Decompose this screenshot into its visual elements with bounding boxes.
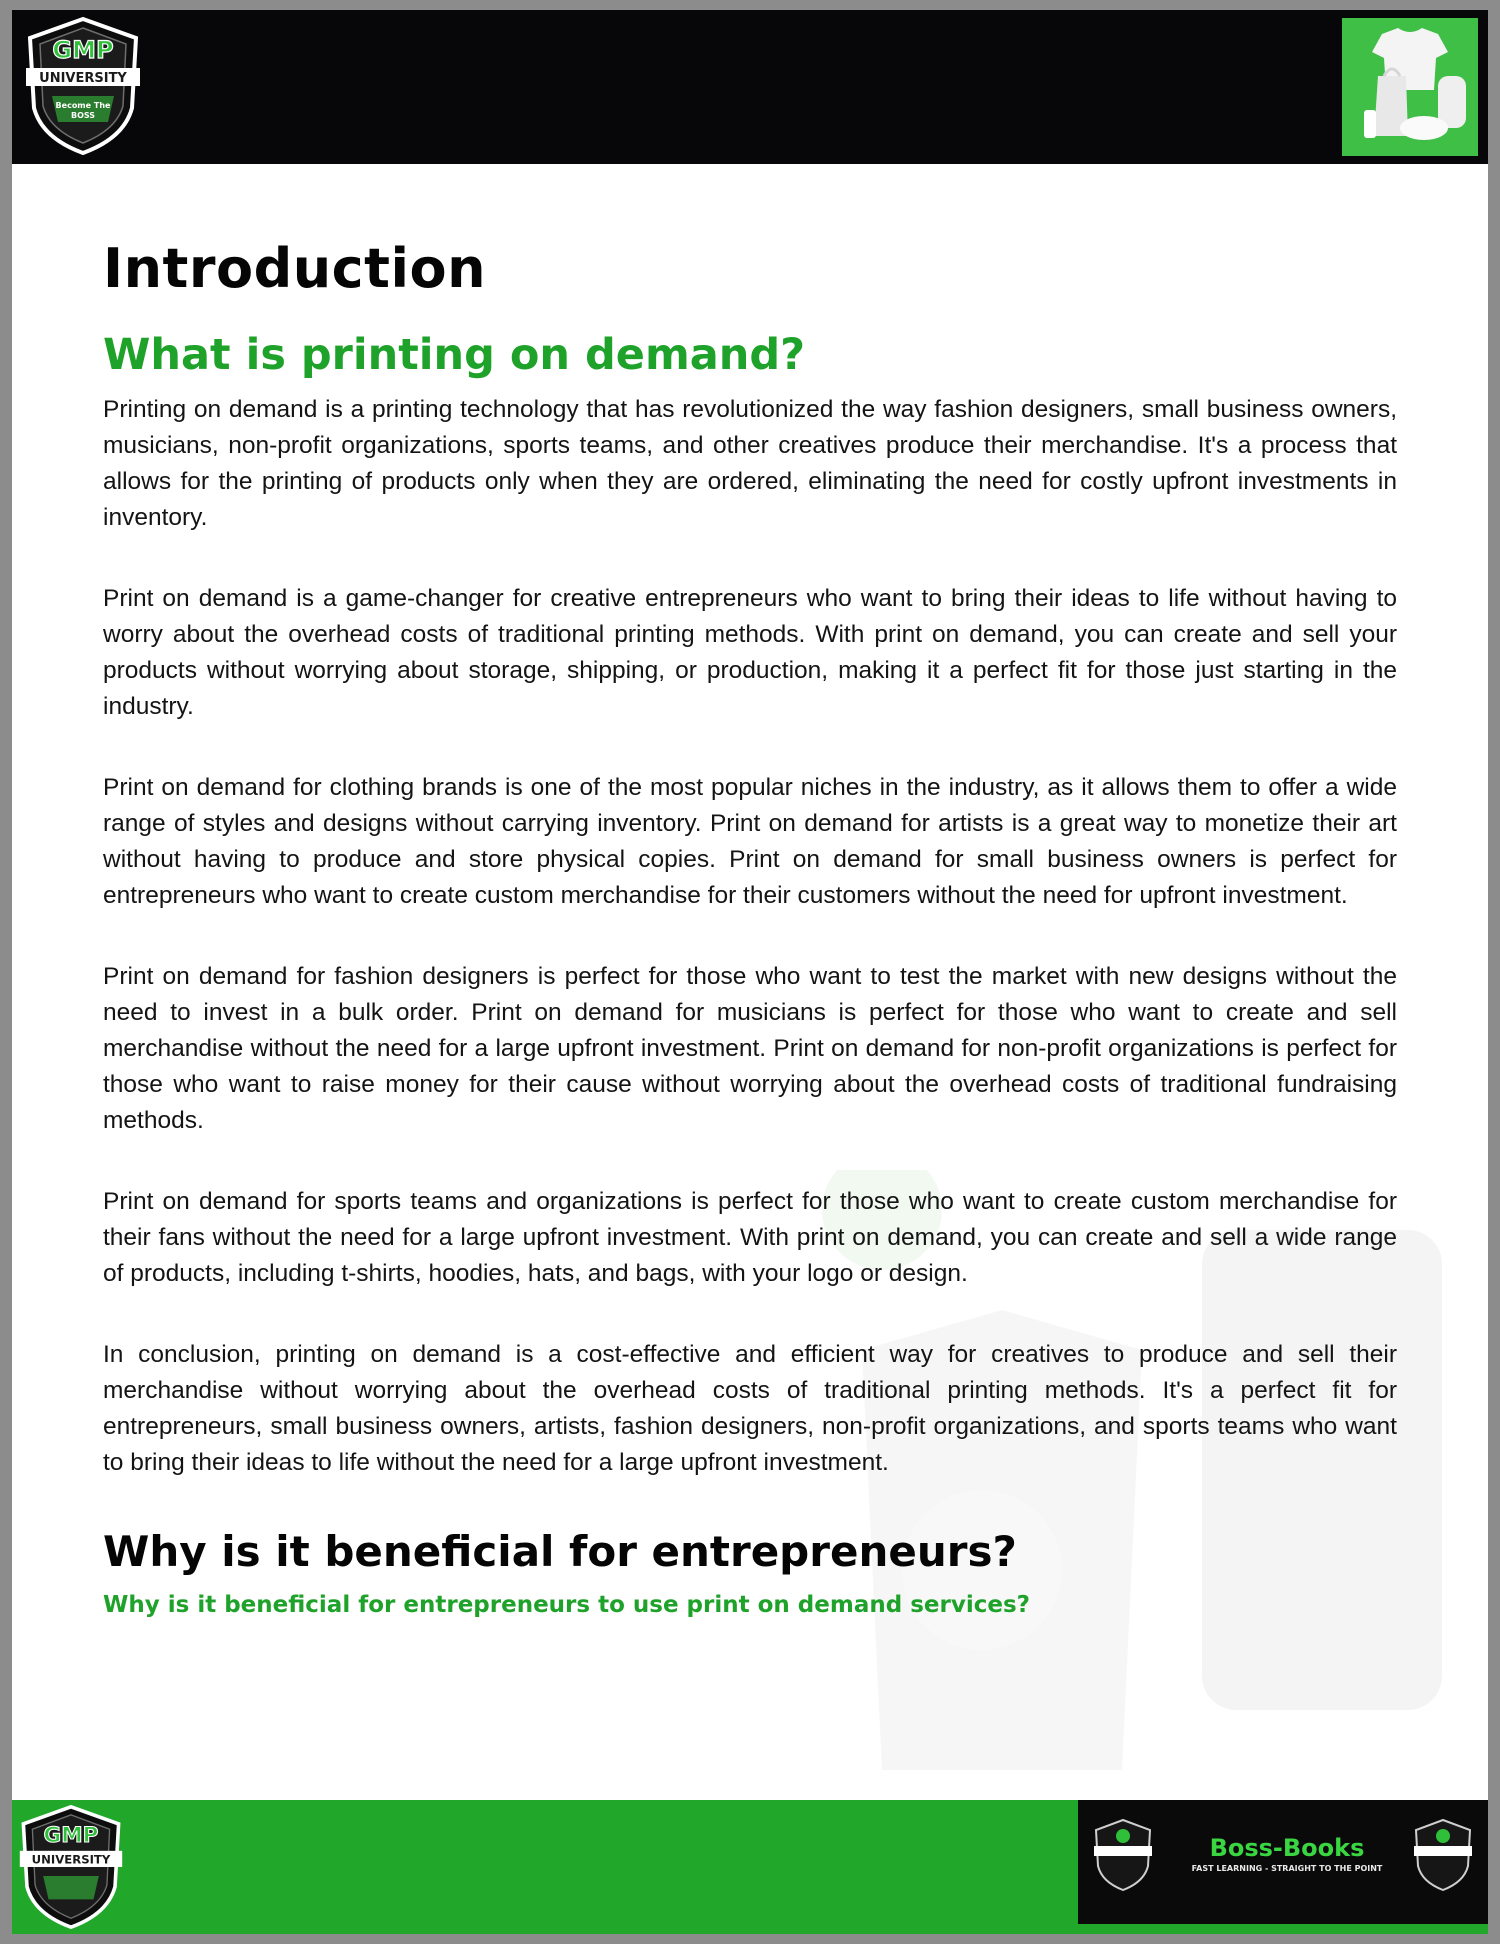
svg-text:UNIVERSITY: UNIVERSITY bbox=[31, 1852, 111, 1867]
document-page bbox=[12, 10, 1488, 1934]
paragraph: Printing on demand is a printing technology that has revolutionized the way fashion designers, small business owners, musicians, non-profit organizations, sports teams, and other creatives produce their merchandise. It's a process that allows for the printing of products only when they are ordered, eliminating the need for costly upfront investments in inventory. bbox=[103, 396, 1397, 531]
gmp-university-logo bbox=[24, 16, 142, 156]
gmp-university-logo-footer bbox=[18, 1804, 124, 1930]
section-question: Why is it beneficial for entrepreneurs to use print on demand services? bbox=[103, 1592, 1030, 1618]
banner-tagline: FAST LEARNING - STRAIGHT TO THE POINT bbox=[1191, 1864, 1383, 1873]
paragraph: Print on demand for sports teams and organizations is perfect for those who want to create custom merchandise for their fans without the need for a large upfront investment. With print on demand, you can create and sell a wide range of products, including t-shirts, hoodies, hats, and bags, with your logo or design. bbox=[103, 1188, 1397, 1287]
paragraph: In conclusion, printing on demand is a cost-effective and efficient way for creatives to produce and sell their merchandise without worrying about the overhead costs of traditional printing methods. It's a perfect fit for entrepreneurs, small business owners, artists, fashion designers, non-profit organizations, and sports teams who want to bring their ideas to life without the need for a large upfront investment. bbox=[103, 1341, 1397, 1476]
paragraph: Print on demand is a game-changer for creative entrepreneurs who want to bring their ideas to life without having to worry about the overhead costs of traditional printing methods. With print on demand, you can create and sell your products without worrying about storage, shipping, or production, making it a perfect fit for those just starting in the industry. bbox=[103, 585, 1397, 720]
gmp-logo-small-icon bbox=[1092, 1818, 1154, 1892]
paragraph: Print on demand for clothing brands is one of the most popular niches in the industry, as it allows them to offer a wide range of styles and designs without carrying inventory. Print on demand for artists is a great way to monetize their art without having to produce and store physical copies. Print on demand for small business owners is perfect for entrepreneurs who want to create custom merchandise for their customers without the need for upfront investment. bbox=[103, 774, 1397, 909]
svg-text:UNIVERSITY: UNIVERSITY bbox=[39, 71, 127, 86]
page-footer bbox=[12, 1800, 1488, 1934]
section-subtitle: What is printing on demand? bbox=[103, 330, 806, 380]
boss-books-banner bbox=[1078, 1800, 1488, 1924]
svg-text:GMP: GMP bbox=[52, 36, 114, 64]
page-header bbox=[12, 10, 1488, 164]
merchandise-mockup-icon bbox=[1342, 18, 1478, 156]
svg-text:BOSS: BOSS bbox=[70, 111, 96, 120]
gmp-logo-small-icon bbox=[1412, 1818, 1474, 1892]
svg-text:GMP: GMP bbox=[43, 1822, 99, 1848]
section-heading: Why is it beneficial for entrepreneurs? bbox=[103, 1527, 1017, 1576]
svg-text:Become The: Become The bbox=[55, 101, 111, 110]
paragraph: Print on demand for fashion designers is perfect for those who want to test the market with new designs without the need to invest in a bulk order. Print on demand for musicians is perfect for those who want to create and sell merchandise without the need for a large upfront investment. Print on demand for non-profit organizations is perfect for those who want to raise money for their cause without worrying about the overhead costs of traditional fundraising methods. bbox=[103, 963, 1397, 1134]
banner-title: Boss-Books bbox=[1209, 1834, 1365, 1862]
page-title: Introduction bbox=[103, 237, 487, 300]
main-content bbox=[103, 236, 1397, 1621]
